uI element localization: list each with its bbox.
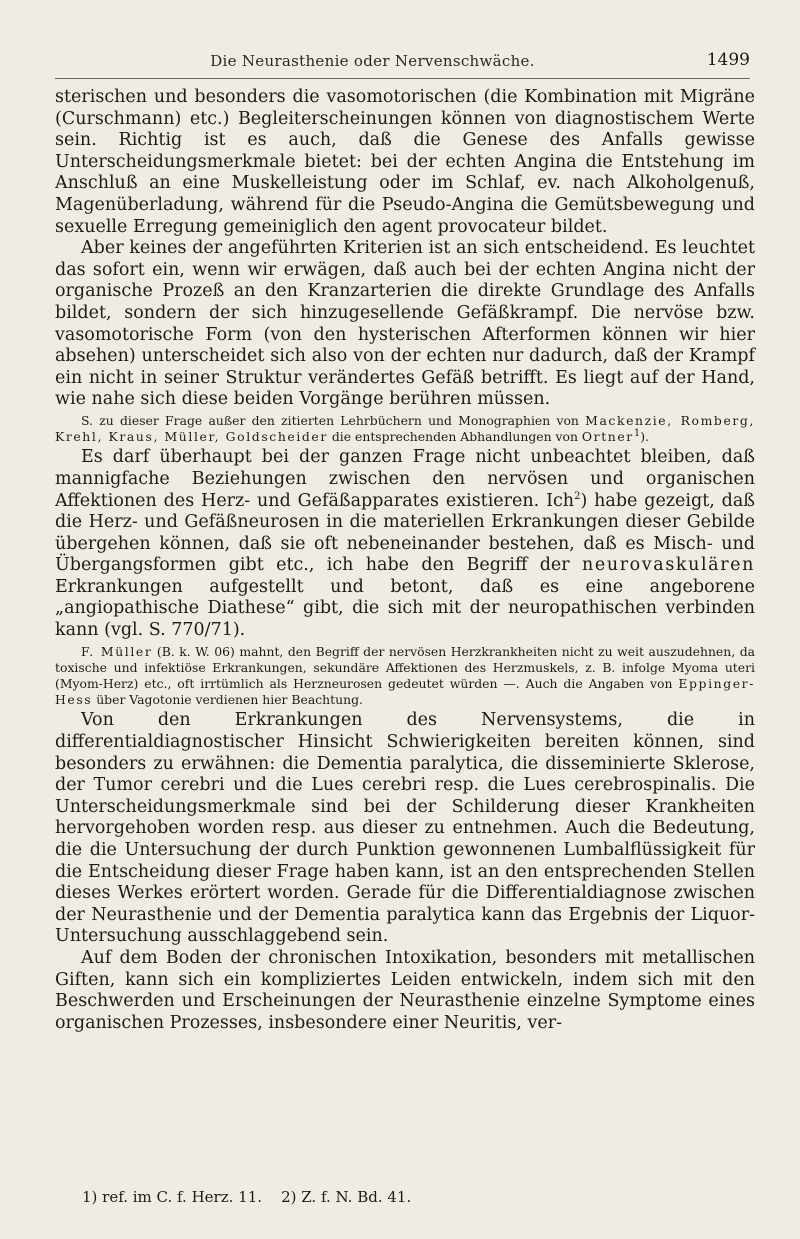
paragraph-5: Auf dem Boden der chronischen Intoxikation, besonders mit metallischen Giften, kann sich ein kompliziertes Leiden entwickeln, indem sich mit den Beschwerden und Erscheinungen der Neurasthenie einzelne Symptome eines organischen Prozesses, insbesondere einer Neuritis, ver- bbox=[55, 948, 755, 1033]
page-header bbox=[55, 50, 750, 79]
page-footnotes bbox=[82, 1187, 742, 1207]
note2-text-a: (B. k. W. 06) mahnt, den Begriff der nervösen Herzkrankheiten nicht zu weit auszudehnen, da toxische und infektiöse Erkrankungen, sekundäre Affektionen des Herzmuskels, z. B. infolge Myoma uteri (Myom-Herz) etc., oft irrtümlich als Herzneurosen gedeutet würden —. Auch die Angaben von bbox=[55, 643, 756, 692]
running-title: Die Neurasthenie oder Nervenschwäche. bbox=[210, 52, 535, 70]
page-number: 1499 bbox=[706, 50, 750, 70]
p3-text-a: Es darf überhaupt bei der ganzen Frage nicht unbeachtet bleiben, daß mannigfache Beziehungen zwischen den nervösen und organischen Affektionen des Herz- und Gefäßapparates existieren. Ich bbox=[55, 447, 755, 511]
paragraph-4: Von den Erkrankungen des Nervensystems, die in differentialdiagnostischer Hinsicht Schwierigkeiten bereiten können, sind besonders zu erwähnen: die Dementia paralytica, die disseminierte Sklerose, der Tumor cerebri und die Lues cerebri resp. die Lues cerebrospinalis. Die Unterscheidungsmerkmale sind bei der Schilderung dieser Krankheiten hervorgehoben worden resp. aus dieser zu entnehmen. Auch die Bedeutung, die die Untersuchung der durch Punktion gewonnenen Lumbalflüssigkeit für die Entscheidung dieser Frage haben kann, ist an den entsprechenden Stellen dieses Werkes erörtert worden. Gerade für die Differentialdiagnose zwischen der Neurasthenie und der Dementia paralytica kann das Ergebnis der Liquor-Untersuchung ausschlaggebend sein. bbox=[55, 710, 755, 947]
note2-authors: Eppinger-Hess bbox=[55, 676, 755, 708]
p3-ref: 2 bbox=[574, 490, 581, 502]
note2-text-b: über Vagotonie verdienen hier Beachtung. bbox=[92, 692, 363, 708]
note1-author: Ortner bbox=[581, 429, 634, 445]
paragraph-3 bbox=[55, 447, 755, 641]
p3-text-b: ) habe gezeigt, daß die Herz- und Gefäßneurosen in die materiellen Erkrankungen dieser Gebilde übergehen können, daß sie oft nebeneinander bestehen, daß es Misch- und Übergangsformen gibt etc., ich habe den Begriff der bbox=[55, 490, 755, 576]
paragraph-1: sterischen und besonders die vasomotorischen (die Kombination mit Migräne (Curschmann) etc.) Begleiterscheinungen können von diagnostischem Werte sein. Richtig ist es auch, daß die Genese des Anfalls gewisse Unterscheidungsmerkmale bietet: bei der echten Angina die Entstehung im Anschluß an eine Muskelleistung oder im Schlaf, ev. nach Alkoholgenuß, Magenüberladung, während für die Pseudo-Angina die Gemütsbewegung und sexuelle Erregung gemeiniglich den agent provocateur bildet. bbox=[55, 87, 755, 237]
note1-text-b: die entsprechenden Abhandlungen von bbox=[327, 429, 582, 445]
p3-term: neurovaskulären bbox=[582, 555, 755, 576]
note2-author: F. Müller bbox=[81, 643, 153, 659]
note1-text-a: S. zu dieser Frage außer den zitierten Lehrbüchern und Monographien von bbox=[81, 412, 586, 428]
footnote-1: 1) ref. im C. f. Herz. 11. bbox=[82, 1188, 263, 1206]
footnote-paragraph-2 bbox=[55, 644, 755, 709]
note1-authors: Mackenzie, Romberg, Krehl, Kraus, Müller, Goldscheider bbox=[55, 412, 755, 445]
paragraph-2: Aber keines der angeführten Kriterien ist an sich entscheidend. Es leuchtet das sofort ein, wenn wir erwägen, daß auch bei der echten Angina nicht der organische Prozeß an den Kranzarterien die direkte Grundlage des Anfalls bildet, sondern der sich hinzugesellende Gefäßkrampf. Die nervöse bzw. vasomotorische Form (von den hysterischen Afterformen können wir hier absehen) unterscheidet sich also von der echten nur dadurch, daß der Krampf ein nicht in seiner Struktur verändertes Gefäß betrifft. Es liegt auf der Hand, wie nahe sich diese beiden Vorgänge berühren müssen. bbox=[55, 238, 755, 410]
footnote-2: 2) Z. f. N. Bd. 41. bbox=[281, 1188, 412, 1206]
footnote-paragraph-1 bbox=[55, 413, 755, 445]
p3-text-c: Erkrankungen aufgestellt und betont, daß es eine angeborene „angiopathische Diathese“ gibt, die sich mit der neuropathischen verbinden kann (vgl. S. 770/71). bbox=[55, 576, 755, 641]
body-text bbox=[55, 87, 755, 1034]
note1-ref: 1 bbox=[633, 427, 641, 439]
note1-end: ). bbox=[640, 429, 649, 445]
